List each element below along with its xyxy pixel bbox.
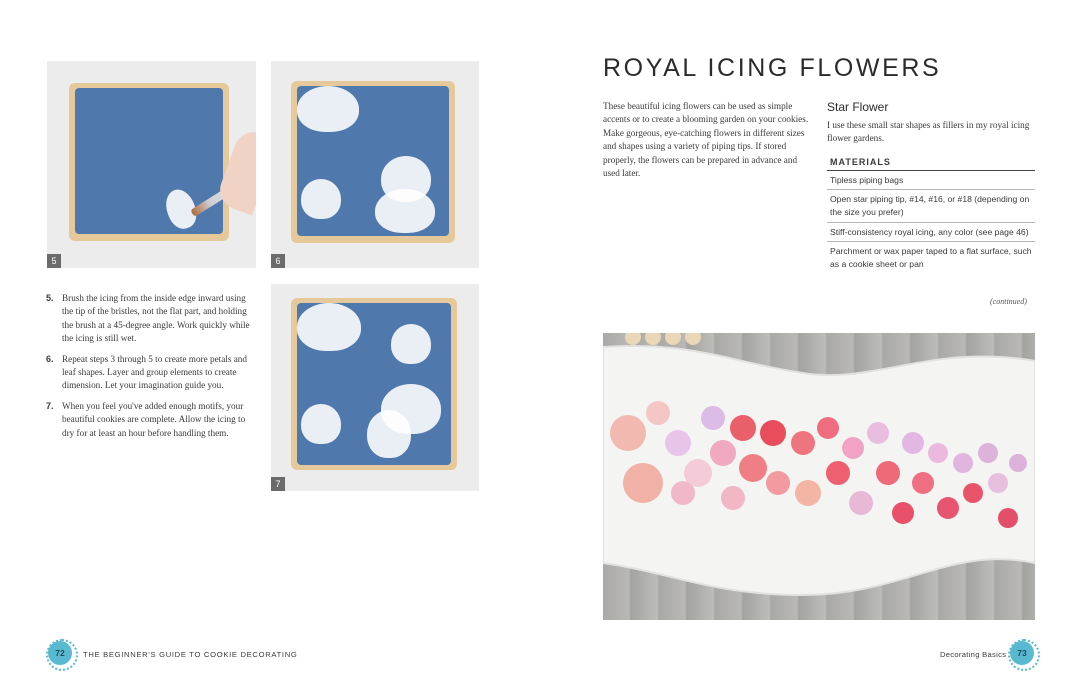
section-footer: Decorating Basics (940, 650, 1007, 659)
materials-item: Stiff-consistency royal icing, any color (see page 46) (827, 223, 1035, 243)
photo-label: 5 (47, 254, 61, 268)
page-number-badge-right: 73 (1010, 641, 1034, 665)
sidebar-heading: Star Flower (827, 100, 889, 114)
book-title-footer: THE BEGINNER'S GUIDE TO COOKIE DECORATING (83, 650, 298, 659)
step-number: 6. (46, 353, 54, 364)
sidebar-description: I use these small star shapes as fillers in my royal icing flower gardens. (827, 120, 1030, 144)
step-item (46, 292, 258, 346)
step-text: When you feel you've added enough motifs, your beautiful cookies are complete. Allow the icing to dry for at least an hour before handling them. (62, 400, 246, 438)
materials-list (827, 171, 1035, 274)
materials-item: Parchment or wax paper taped to a flat surface, such as a cookie sheet or pan (830, 246, 1032, 269)
step-5-photo (47, 61, 256, 268)
materials-item: Open star piping tip, #14, #16, or #18 (depending on the size you prefer) (827, 190, 1035, 222)
step-text: Brush the icing from the inside edge inward using the tip of the bristles, not the flat part, and holding the brush at a 45-degree angle. Work quickly while the icing is still wet. (62, 293, 250, 344)
photo-label: 7 (271, 477, 285, 491)
step-number: 7. (46, 400, 54, 411)
wooden-beads (625, 333, 701, 345)
star-flower-sidebar (827, 100, 1035, 273)
page-title: ROYAL ICING FLOWERS (603, 54, 942, 82)
intro-paragraph: These beautiful icing flowers can be used as simple accents or to create a blooming garden on your cookies. Make gorgeous, eye-catching flowers in different sizes and shapes using a variety of piping tips. If stored properly, the flowers can be prepared in advance and used later. (603, 101, 809, 179)
photo-label: 6 (271, 254, 285, 268)
step-text: Repeat steps 3 through 5 to create more petals and leaf shapes. Layer and group elements to create dimension. Let your imagination guide you. (62, 353, 247, 391)
instruction-steps (46, 292, 258, 447)
step-item (46, 353, 258, 393)
materials-heading: MATERIALS (827, 154, 1035, 171)
step-number: 5. (46, 293, 54, 303)
step-item (46, 400, 258, 440)
continued-note: (continued) (990, 297, 1027, 306)
flower-tray-illustration (603, 333, 1035, 620)
step-6-photo (271, 61, 479, 268)
page-number-badge-left: 72 (48, 641, 72, 665)
step-7-photo (271, 284, 479, 491)
materials-item: Tipless piping bags (827, 171, 1035, 191)
icing-flowers-photo (603, 333, 1035, 620)
white-serving-tray (603, 346, 1035, 595)
